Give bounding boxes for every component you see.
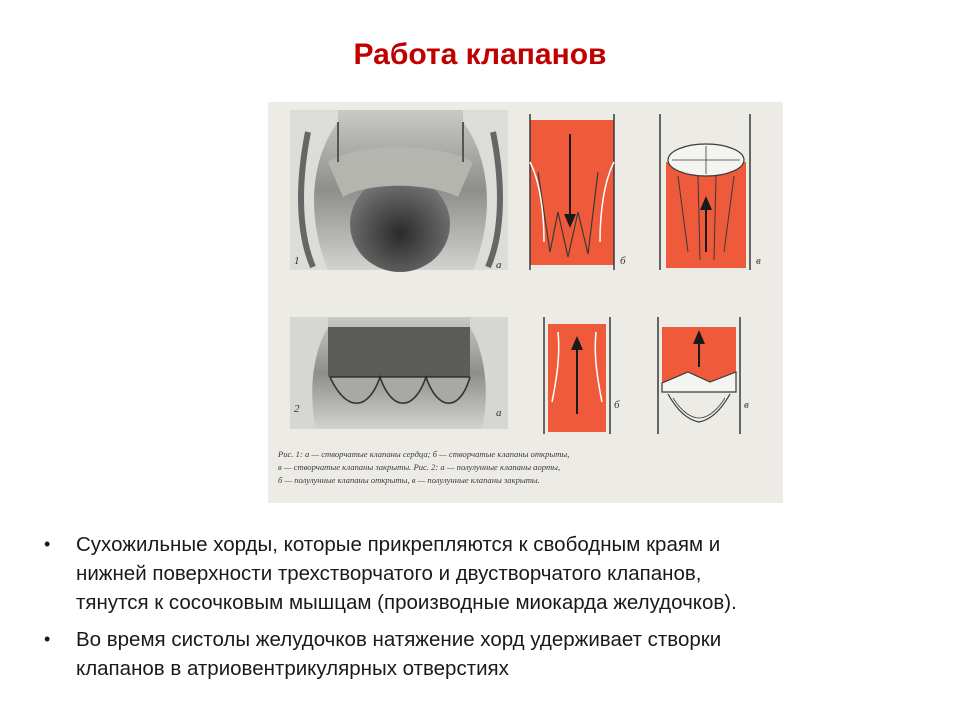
label-row2-v: в — [744, 399, 749, 411]
diagram-semilunar-open — [544, 317, 610, 434]
label-row1-number: 1 — [294, 255, 300, 267]
label-row2-number: 2 — [294, 403, 300, 415]
valve-figure — [268, 102, 783, 503]
bullet-text-line: нижней поверхности трехстворчатого и двустворчатого клапанов, — [76, 562, 702, 585]
label-row2-b: б — [614, 399, 620, 411]
photo-av-valve — [290, 110, 508, 272]
diagram-semilunar-closed — [658, 317, 740, 434]
diagram-av-closed — [660, 114, 750, 270]
bullet-text-line: тянутся к сосочковым мышцам (производные миокарда желудочков). — [76, 591, 737, 614]
bullet-item — [44, 625, 944, 683]
label-row1-b: б — [620, 255, 626, 267]
bullet-item — [44, 530, 944, 617]
photo-semilunar-valve — [290, 317, 508, 429]
caption-line: б — полулунные клапаны открыты, в — полулунные клапаны закрыты. — [278, 475, 540, 485]
valve-illustration — [268, 102, 783, 442]
caption-line: Рис. 1: а — створчатые клапаны сердца; б — створчатые клапаны открыты, — [278, 449, 570, 459]
diagram-av-open — [530, 114, 614, 270]
bullet-text-line: Сухожильные хорды, которые прикрепляются к свободным краям и — [76, 533, 721, 556]
bullet-text-line: клапанов в атриовентрикулярных отверстиях — [76, 657, 509, 680]
label-row2-a: а — [496, 407, 502, 419]
bullet-marker: • — [44, 629, 51, 649]
label-row1-v: в — [756, 255, 761, 267]
bullet-text-line: Во время систолы желудочков натяжение хорд удерживает створки — [76, 628, 722, 651]
caption-line: в — створчатые клапаны закрыты. Рис. 2: а — полулунные клапаны аорты, — [278, 462, 561, 472]
bullet-marker: • — [44, 534, 51, 554]
slide-title: Работа клапанов — [353, 38, 607, 71]
label-row1-a: а — [496, 259, 502, 271]
figure-caption — [278, 448, 773, 487]
bullet-list — [44, 530, 944, 691]
